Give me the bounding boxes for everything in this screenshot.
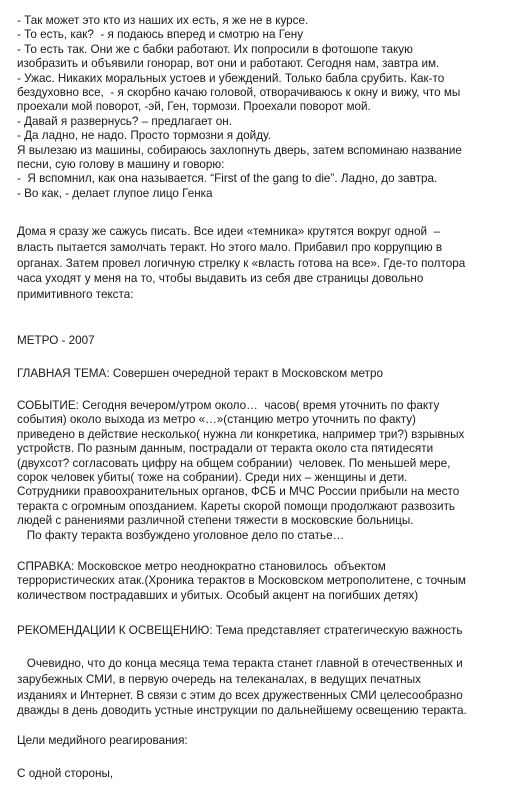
paragraph-line: зарубежных СМИ, в первую очередь на телеканалах, в ведущих печатных [17, 672, 421, 686]
coverage-paragraph [17, 657, 509, 720]
event-line: людей с ранениями различной степени тяжести в московские больницы. [17, 514, 414, 528]
main-theme-section [17, 367, 509, 381]
event-line: приведено в действие несколько( нужна ли конкретика, например три?) взрывных [17, 427, 465, 441]
recommendation-section [17, 624, 509, 638]
event-section [17, 399, 509, 543]
dialogue-line: - Я вспомнил, как она называется. “First of the gang to die”. Ладно, до завтра. [17, 172, 438, 186]
writing-paragraph [17, 225, 509, 304]
goals-section [17, 734, 509, 748]
reference-line: количеством пострадавших и убитых. Особый акцент на погибших детях) [17, 588, 419, 602]
paragraph-line: Очевидно, что до конца месяца тема теракта станет главной в отечественных и [17, 657, 463, 670]
reference-line: террористических атак.(Хроника терактов в Московском метрополитене, с точным [17, 574, 466, 588]
dialogue-line: - Ужас. Никаких моральных устоев и убеждений. Только бабла срубить. Как-то [17, 71, 445, 85]
event-line: СОБЫТИЕ: Сегодня вечером/утром около… часов( время уточнить по факту [17, 399, 440, 412]
paragraph-line: дважды в день доводить устные инструкции по дальнейшему освещению теракта. [17, 704, 467, 718]
dialogue-line: - То есть, как? - я подаюсь вперед и смотрю на Гену [17, 28, 304, 42]
dialogue-line: - То есть так. Они же с бабки работают. Их попросили в фотошопе такую [17, 42, 413, 56]
dialogue-section [17, 14, 509, 201]
paragraph-line: часа уходят у меня на то, чтобы выдавить из себя две страницы довольно [17, 272, 424, 286]
dialogue-line: - Так может это кто из наших их есть, я же не в курсе. [17, 14, 309, 27]
event-line: По факту теракта возбуждено уголовное дело по статье… [17, 528, 345, 542]
event-line: сорок человек убиты( тоже на собрании). Среди них – женщины и дети. [17, 470, 408, 484]
main-theme-line: ГЛАВНАЯ ТЕМА: Совершен очередной теракт в Московском метро [17, 367, 383, 380]
paragraph-line: органах. Затем провел логичную стрелку к «власть готова на все». Где-то полтора [17, 256, 466, 270]
dialogue-line: - Давай я развернусь? – предлагает он. [17, 114, 233, 128]
dialogue-line: - Во как, - делает глупое лицо Генка [17, 186, 213, 200]
one-side-line: С одной стороны, [17, 767, 114, 780]
paragraph-line: примитивного текста: [17, 288, 134, 302]
reference-section [17, 560, 509, 603]
event-line: теракта с огромным опозданием. Кареты скорой помощи продолжают развозить [17, 499, 456, 513]
event-line: события) около выхода из метро «…»(станцию метро уточнить по факту) [17, 413, 416, 427]
paragraph-line: изданиях и Интернет. В связи с этим до всех дружественных СМИ целесообразно [17, 688, 463, 702]
dialogue-line: Я вылезаю из машины, собираюсь захлопнуть дверь, затем вспоминаю название [17, 143, 462, 157]
recommendation-line: РЕКОМЕНДАЦИИ К ОСВЕЩЕНИЮ: Тема представляет стратегическую важность [17, 624, 463, 637]
dialogue-line: бездуховно все, - я скорбно качаю головой, отворачиваюсь к окну и вижу, что мы [17, 85, 461, 99]
paragraph-line: Дома я сразу же сажусь писать. Все идеи «темника» крутятся вокруг одной – [17, 225, 441, 238]
metro-title: МЕТРО - 2007 [17, 334, 95, 347]
goals-line: Цели медийного реагирования: [17, 734, 188, 747]
dialogue-line: изобразить и объявили гонорар, вот они и работают. Сегодня нам, завтра им. [17, 57, 440, 71]
one-side-section [17, 767, 509, 781]
dialogue-line: песни, сую голову в машину и говорю: [17, 157, 225, 171]
paragraph-line: власть пытается замолчать теракт. Но этого мало. Прибавил про коррупцию в [17, 240, 443, 254]
event-line: устройств. По разным данным, пострадали от теракта около ста пятидесяти [17, 442, 434, 456]
event-line: (двухсот? согласовать цифру на общем собрании) человек. По меньшей мере, [17, 456, 451, 470]
dialogue-line: проехали мой поворот, -эй, Ген, тормози. Проехали поворот мой. [17, 100, 371, 114]
reference-line: СПРАВКА: Московское метро неоднократно становилось объектом [17, 560, 386, 573]
event-line: Сотрудники правоохранительных органов, ФСБ и МЧС России прибыли на место [17, 485, 460, 499]
dialogue-line: - Да ладно, не надо. Просто тормозни я дойду. [17, 129, 271, 143]
section-heading [17, 334, 509, 348]
